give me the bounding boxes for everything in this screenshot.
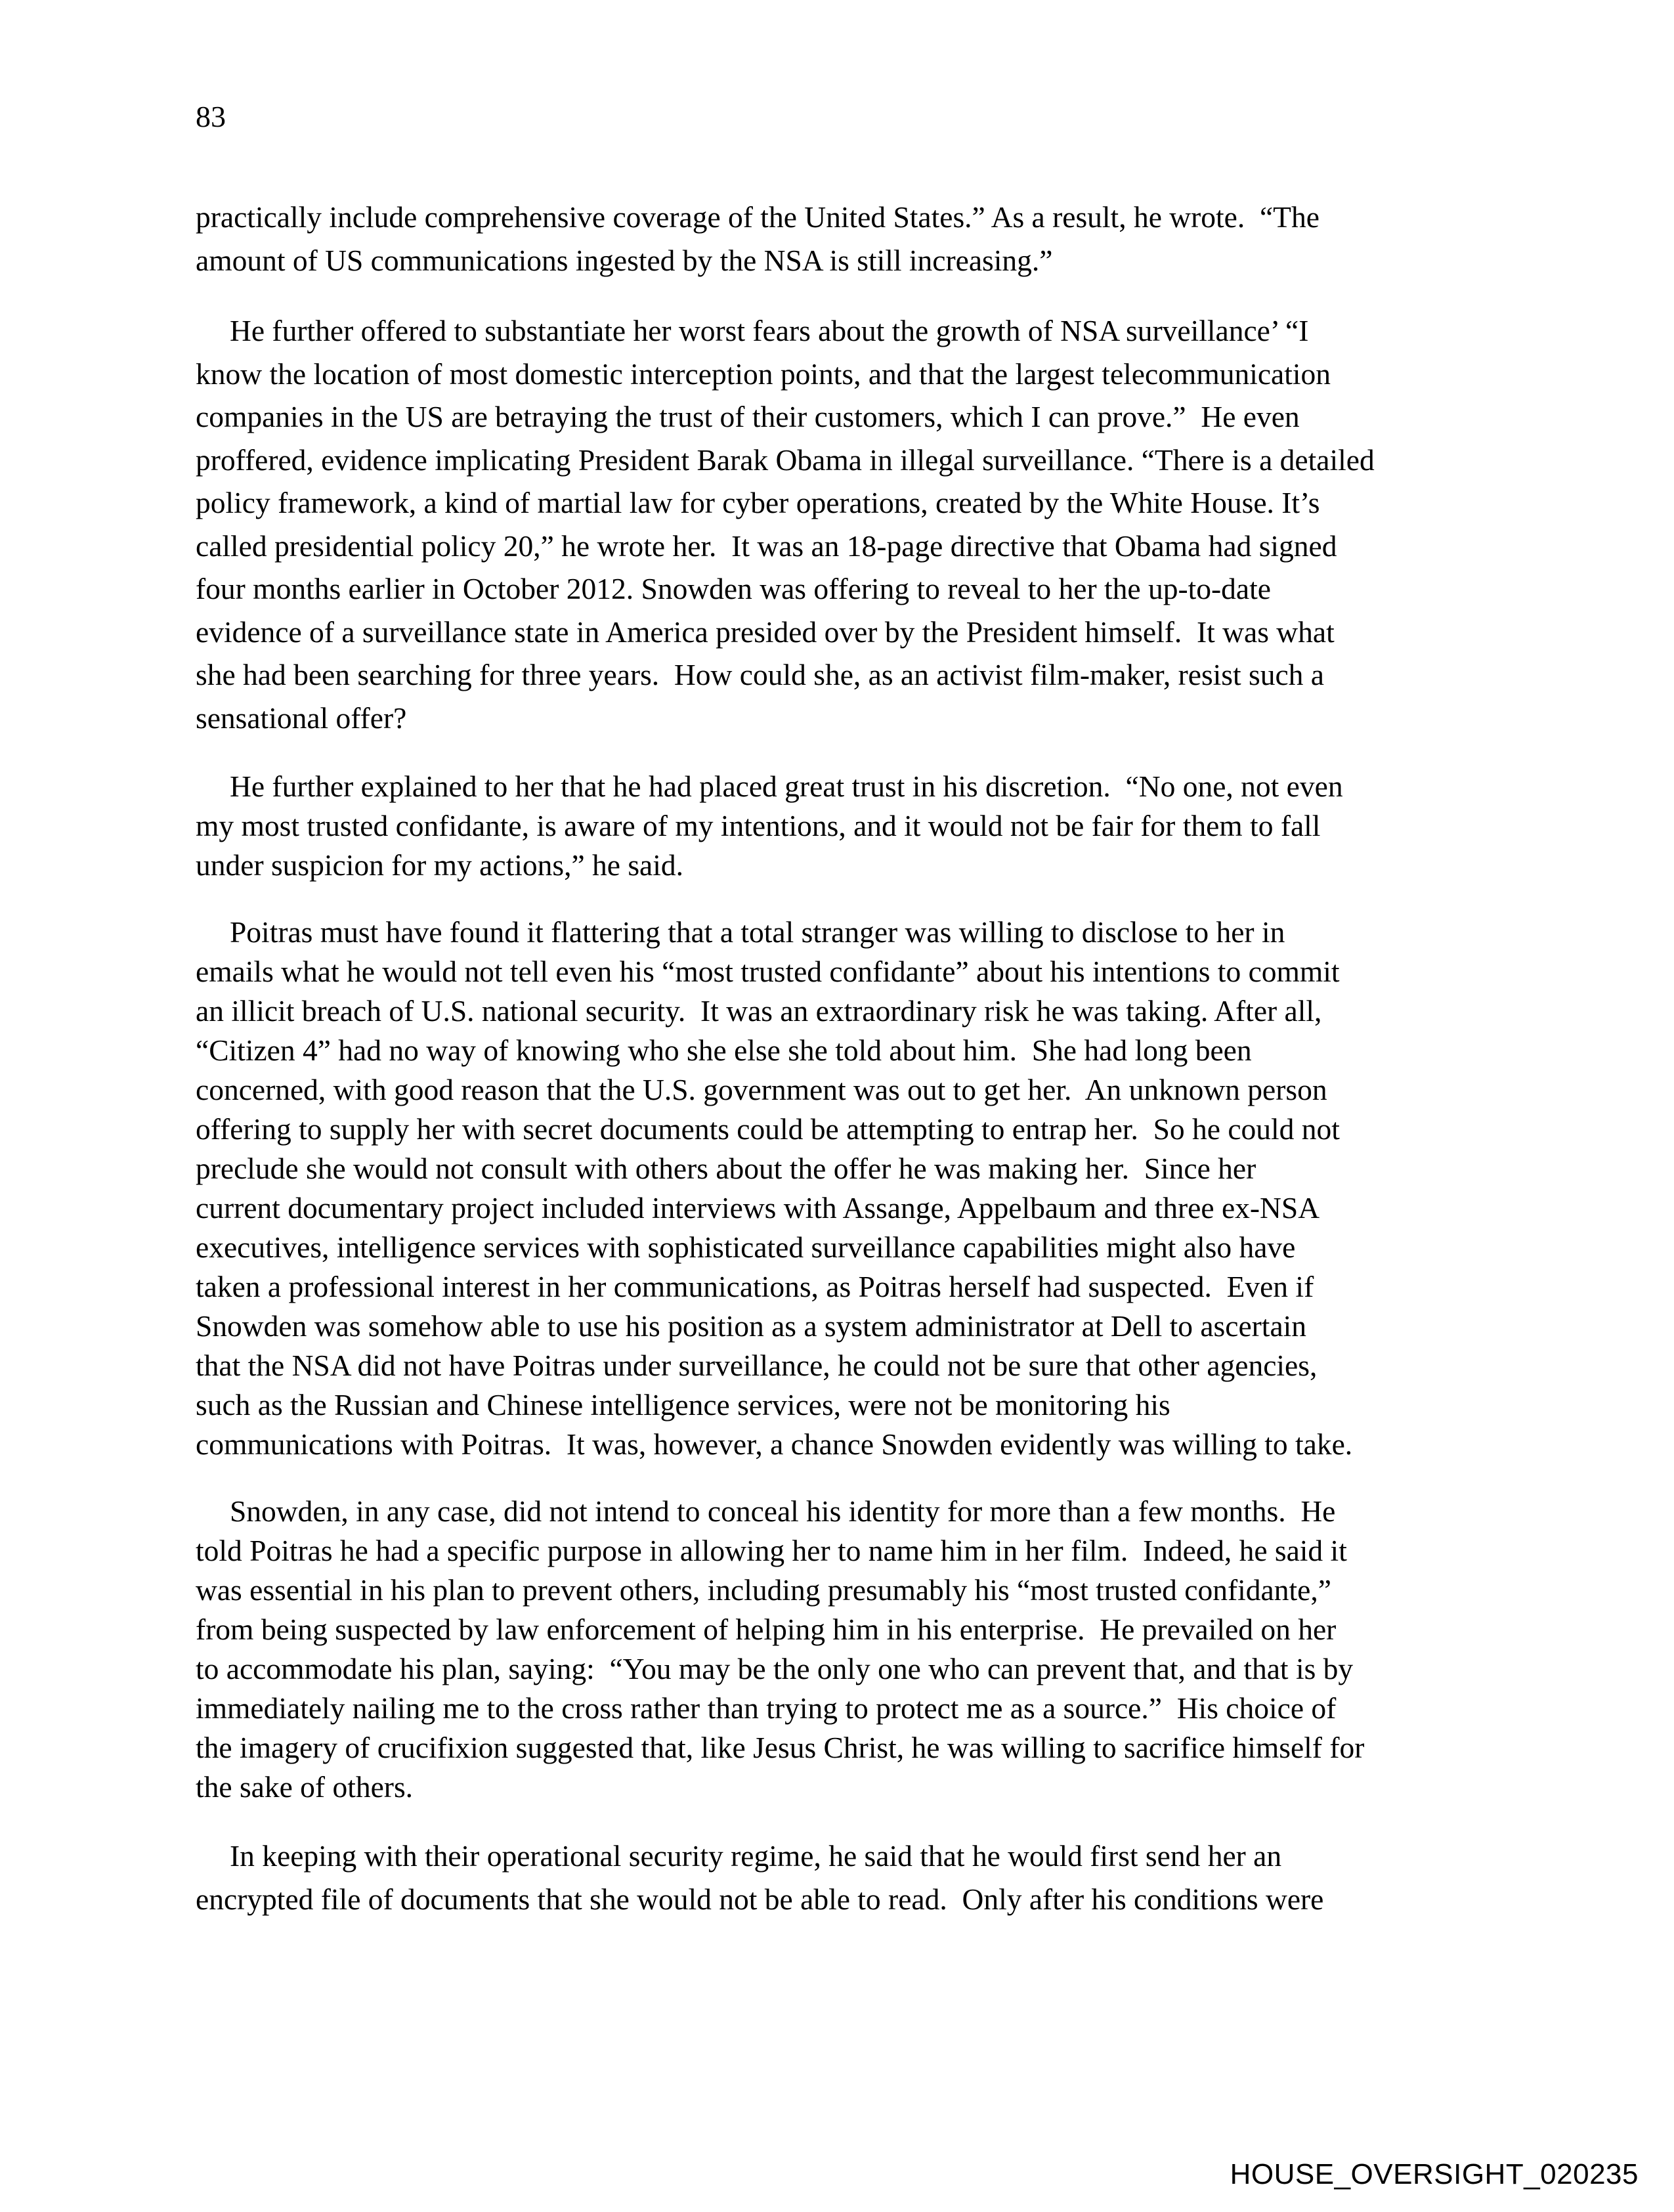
text-line: proffered, evidence implicating President Barak Obama in illegal surveillance. “There is a detailed xyxy=(196,443,1375,477)
text-line: Snowden was somehow able to use his position as a system administrator at Dell to ascertain xyxy=(196,1309,1307,1343)
text-line: communications with Poitras. It was, however, a chance Snowden evidently was willing to take. xyxy=(196,1427,1353,1461)
paragraph xyxy=(196,767,1509,885)
page-number: 83 xyxy=(196,100,226,133)
text-line: an illicit breach of U.S. national security. It was an extraordinary risk he was taking. After all, xyxy=(196,994,1322,1028)
text-line: companies in the US are betraying the trust of their customers, which I can prove.” He even xyxy=(196,400,1300,433)
text-line: “Citizen 4” had no way of knowing who she else she told about him. She had long been xyxy=(196,1033,1252,1067)
text-line: amount of US communications ingested by the NSA is still increasing.” xyxy=(196,243,1053,277)
text-line: called presidential policy 20,” he wrote her. It was an 18-page directive that Obama had signed xyxy=(196,529,1337,563)
text-line: concerned, with good reason that the U.S. government was out to get her. An unknown person xyxy=(196,1073,1327,1106)
text-line: Poitras must have found it flattering that a total stranger was willing to disclose to her in xyxy=(230,915,1285,949)
text-line: practically include comprehensive coverage of the United States.” As a result, he wrote. “The xyxy=(196,200,1320,234)
text-line: know the location of most domestic interception points, and that the largest telecommunication xyxy=(196,357,1331,391)
text-line: encrypted file of documents that she would not be able to read. Only after his conditions were xyxy=(196,1882,1324,1916)
text-line: the imagery of crucifixion suggested that, like Jesus Christ, he was willing to sacrifice himself for xyxy=(196,1731,1365,1764)
text-line: He further explained to her that he had placed great trust in his discretion. “No one, not even xyxy=(230,770,1343,803)
text-line: Snowden, in any case, did not intend to conceal his identity for more than a few months. He xyxy=(230,1494,1336,1528)
paragraph xyxy=(196,309,1509,739)
text-line: preclude she would not consult with others about the offer he was making her. Since her xyxy=(196,1152,1256,1185)
text-line: she had been searching for three years. How could she, as an activist film-maker, resist such a xyxy=(196,658,1325,691)
text-line: He further offered to substantiate her worst fears about the growth of NSA surveillance’ “I xyxy=(230,314,1309,347)
text-line: evidence of a surveillance state in America presided over by the President himself. It was what xyxy=(196,615,1335,649)
text-line: taken a professional interest in her communications, as Poitras herself had suspected. Even if xyxy=(196,1270,1314,1303)
paragraph xyxy=(196,1492,1509,1807)
text-line: sensational offer? xyxy=(196,701,407,735)
text-line: In keeping with their operational security regime, he said that he would first send her an xyxy=(230,1839,1282,1873)
text-line: from being suspected by law enforcement of helping him in his enterprise. He prevailed on her xyxy=(196,1613,1337,1646)
text-line: immediately nailing me to the cross rather than trying to protect me as a source.” His choice of xyxy=(196,1691,1337,1725)
text-line: such as the Russian and Chinese intelligence services, were not be monitoring his xyxy=(196,1388,1170,1421)
text-line: offering to supply her with secret documents could be attempting to entrap her. So he could not xyxy=(196,1112,1340,1146)
text-line: policy framework, a kind of martial law for cyber operations, created by the White House. It’s xyxy=(196,486,1320,519)
text-line: emails what he would not tell even his “most trusted confidante” about his intentions to commit xyxy=(196,955,1340,988)
text-line: under suspicion for my actions,” he said. xyxy=(196,848,683,882)
paragraph xyxy=(196,196,1509,282)
text-line: the sake of others. xyxy=(196,1770,414,1804)
text-line: four months earlier in October 2012. Snowden was offering to reveal to her the up-to-date xyxy=(196,572,1271,605)
document-body xyxy=(196,196,1509,1948)
document-id-footer: HOUSE_OVERSIGHT_020235 xyxy=(1230,2158,1639,2190)
text-line: my most trusted confidante, is aware of my intentions, and it would not be fair for them to fall xyxy=(196,809,1321,842)
text-line: told Poitras he had a specific purpose in allowing her to name him in her film. Indeed, he said it xyxy=(196,1534,1347,1567)
text-line: executives, intelligence services with sophisticated surveillance capabilities might also have xyxy=(196,1230,1296,1264)
paragraph xyxy=(196,913,1509,1464)
text-line: that the NSA did not have Poitras under surveillance, he could not be sure that other agencies, xyxy=(196,1349,1318,1382)
text-line: current documentary project included interviews with Assange, Appelbaum and three ex-NSA xyxy=(196,1191,1320,1225)
text-line: to accommodate his plan, saying: “You may be the only one who can prevent that, and that is by xyxy=(196,1652,1354,1685)
paragraph xyxy=(196,1834,1509,1920)
text-line: was essential in his plan to prevent others, including presumably his “most trusted confidante,” xyxy=(196,1573,1331,1607)
